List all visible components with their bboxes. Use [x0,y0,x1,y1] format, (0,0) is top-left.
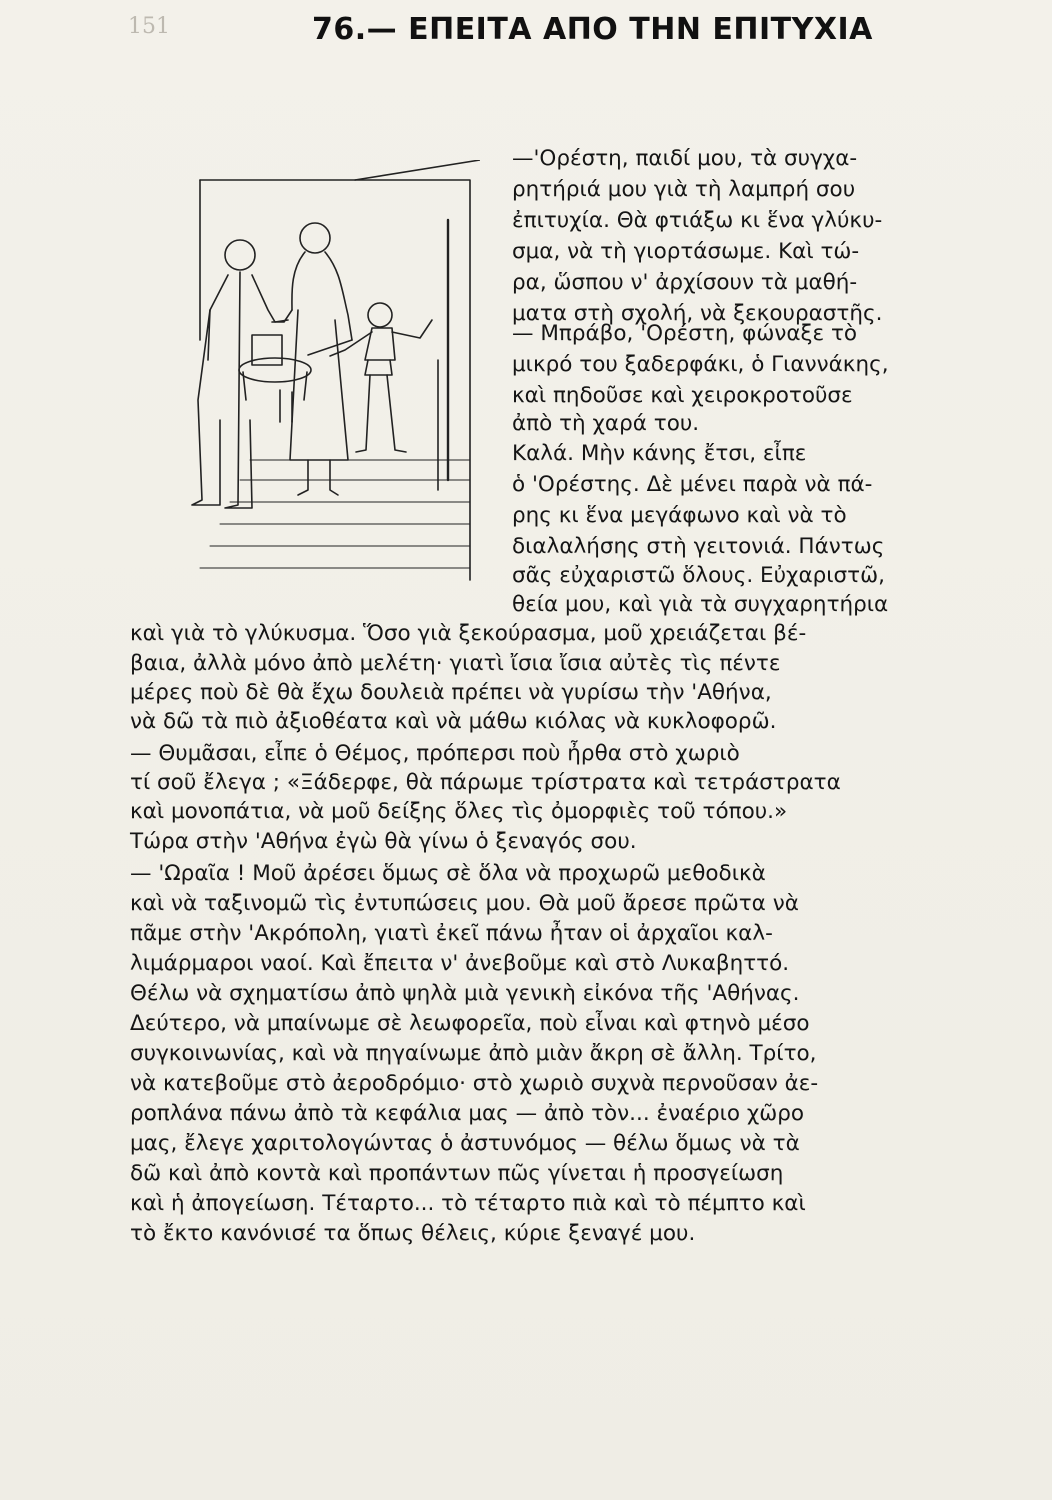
text-line: συγκοινωνίας, καὶ νὰ πηγαίνωμε ἀπὸ μιὰν ἄκρη σὲ ἄλλη. Τρίτο, [130,1041,817,1066]
text-line: μικρό του ξαδερφάκι, ὁ Γιαννάκης, [512,352,889,377]
text-line: ροπλάνα πάνω ἀπὸ τὰ κεφάλια μας — ἀπὸ τὸν... ἐναέριο χῶρο [130,1101,805,1126]
text-line: Θέλω νὰ σχηματίσω ἀπὸ ψηλὰ μιὰ γενικὴ εἰκόνα τῆς 'Αθήνας. [130,981,800,1006]
text-line: — Μπράβο, 'Ορέστη, φώναξε τὸ [512,321,858,346]
text-line: τὸ ἔκτο κανόνισέ τα ὅπως θέλεις, κύριε ξεναγέ μου. [130,1221,696,1246]
text-line: βαια, ἀλλὰ μόνο ἀπὸ μελέτη· γιατὶ ἴσια ἴσια αὐτὲς τὶς πέντε [130,651,781,676]
text-line: Τώρα στὴν 'Αθήνα ἐγὼ θὰ γίνω ὁ ξεναγός σου. [130,829,637,854]
text-line: καὶ πηδοῦσε καὶ χειροκροτοῦσε [512,383,853,408]
text-line: ρης κι ἕνα μεγάφωνο καὶ νὰ τὸ [512,503,847,528]
text-line: θεία μου, καὶ γιὰ τὰ συγχαρητήρια [512,592,889,617]
page-number: 151 [128,14,170,39]
text-line: νὰ κατεβοῦμε στὸ ἀεροδρόμιο· στὸ χωριὸ συχνὰ περνοῦσαν ἀε- [130,1071,819,1096]
text-line: νὰ δῶ τὰ πιὸ ἀξιοθέατα καὶ νὰ μάθω κιόλας νὰ κυκλοφορῶ. [130,709,777,734]
text-line: —'Ορέστη, παιδί μου, τὰ συγχα- [512,146,858,171]
illustration [180,160,480,590]
text-line: — Θυμᾶσαι, εἶπε ὁ Θέμος, πρόπερσι ποὺ ἦρθα στὸ χωριὸ [130,741,740,766]
text-line: ματα στὴ σχολή, νὰ ξεκουραστῆς. [512,301,883,326]
text-line: καὶ νὰ ταξινομῶ τὶς ἐντυπώσεις μου. Θὰ μοῦ ἄρεσε πρῶτα νὰ [130,891,799,916]
text-line: καὶ ἡ ἀπογείωση. Τέταρτο... τὸ τέταρτο πιὰ καὶ τὸ πέμπτο καὶ [130,1191,806,1216]
text-line: ρητήριά μου γιὰ τὴ λαμπρή σου [512,177,856,202]
text-line: Δεύτερο, νὰ μπαίνωμε σὲ λεωφορεῖα, ποὺ εἶναι καὶ φτηνὸ μέσο [130,1011,810,1036]
text-line: ὁ 'Ορέστης. Δὲ μένει παρὰ νὰ πά- [512,472,873,497]
text-line: δῶ καὶ ἀπὸ κοντὰ καὶ προπάντων πῶς γίνεται ἡ προσγείωση [130,1161,784,1186]
text-line: σμα, νὰ τὴ γιορτάσωμε. Καὶ τώ- [512,239,860,264]
text-line: — 'Ωραῖα ! Μοῦ ἀρέσει ὅμως σὲ ὅλα νὰ προχωρῶ μεθοδικὰ [130,861,766,886]
text-line: διαλαλήσης στὴ γειτονιά. Πάντως [512,534,885,559]
text-line: ἀπὸ τὴ χαρά του. [512,411,700,436]
text-line: καὶ μονοπάτια, νὰ μοῦ δείξης ὅλες τὶς ὀμορφιὲς τοῦ τόπου.» [130,799,788,824]
text-line: καὶ γιὰ τὸ γλύκυσμα. Ὅσο γιὰ ξεκούρασμα, μοῦ χρειάζεται βέ- [130,621,807,646]
text-line: Καλά. Μὴν κάνης ἔτσι, εἶπε [512,441,807,466]
text-line: πᾶμε στὴν 'Ακρόπολη, γιατὶ ἐκεῖ πάνω ἦταν οἱ ἀρχαῖοι καλ- [130,921,773,946]
text-line: λιμάρμαροι ναοί. Καὶ ἔπειτα ν' ἀνεβοῦμε καὶ στὸ Λυκαβηττό. [130,951,790,976]
text-line: ρα, ὥσπου ν' ἀρχίσουν τὰ μαθή- [512,270,858,295]
page-title: 76.— ΕΠΕΙΤΑ ΑΠΟ ΤΗΝ ΕΠΙΤΥΧΙΑ [312,12,873,47]
text-line: σᾶς εὐχαριστῶ ὅλους. Εὐχαριστῶ, [512,563,885,588]
text-line: μέρες ποὺ δὲ θὰ ἔχω δουλειὰ πρέπει νὰ γυρίσω τὴν 'Αθήνα, [130,680,772,705]
text-line: τί σοῦ ἔλεγα ; «Ξάδερφε, θὰ πάρωμε τρίστρατα καὶ τετράστρατα [130,770,841,795]
text-line: μας, ἔλεγε χαριτολογώντας ὁ ἀστυνόμος — θέλω ὅμως νὰ τὰ [130,1131,800,1156]
text-line: ἐπιτυχία. Θὰ φτιάξω κι ἕνα γλύκυ- [512,208,883,233]
